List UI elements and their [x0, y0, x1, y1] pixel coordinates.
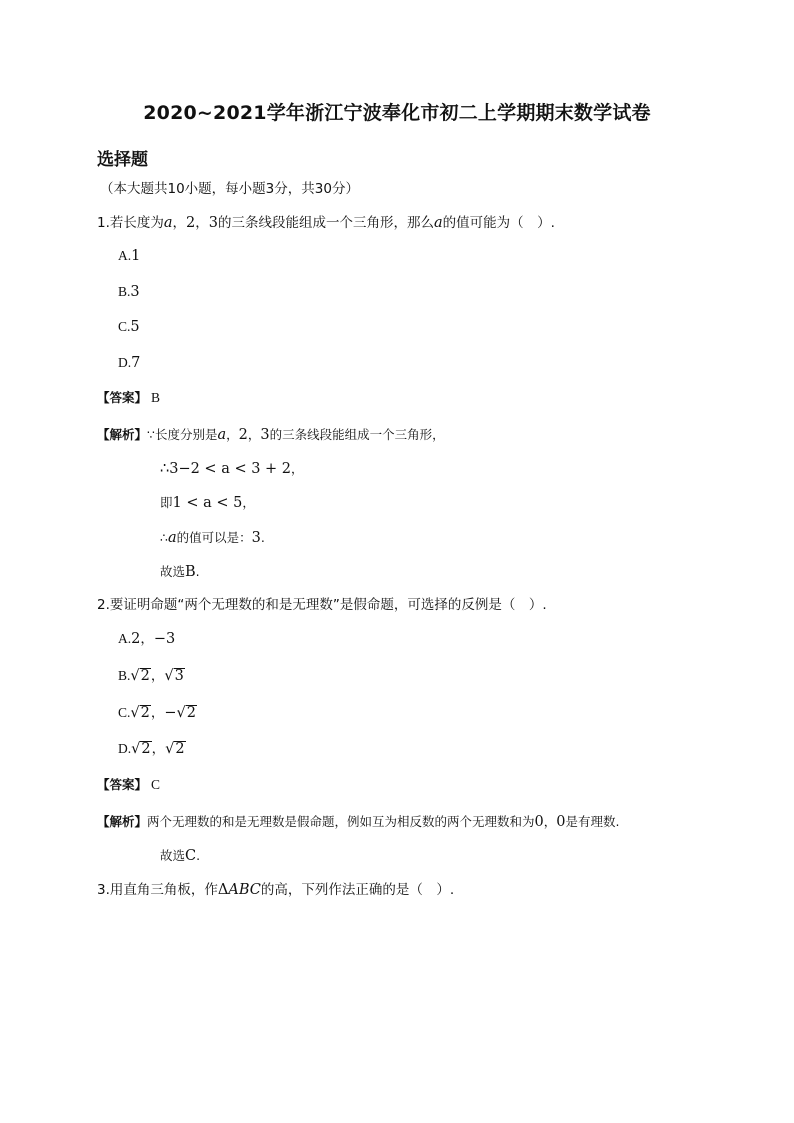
option-value: 2: [175, 741, 185, 757]
question-1: [97, 214, 555, 232]
q1-option-d: [118, 354, 140, 372]
analysis-num: 0: [534, 814, 544, 830]
q1-var-a2: a: [434, 215, 443, 231]
q1-analysis-line-5: [160, 563, 200, 581]
section-heading: 选择题: [97, 150, 148, 170]
option-sep: ，: [140, 631, 154, 647]
analysis-var: a: [167, 530, 177, 546]
sqrt-sign: √: [165, 741, 175, 757]
analysis-text: 故选: [160, 848, 186, 863]
q1-mid: 的三条线段能组成一个三角形，那么: [218, 215, 435, 231]
analysis-num: 0: [556, 814, 566, 830]
option-value: 2: [186, 705, 197, 721]
analysis-text: 故选: [160, 564, 186, 579]
option-label: D.: [118, 741, 132, 756]
q2-answer: [97, 776, 160, 794]
option-label: D.: [118, 355, 132, 370]
q3-triangle-symbol: Δ: [217, 882, 229, 898]
option-neg: −: [164, 705, 177, 721]
option-value: −3: [153, 631, 176, 647]
option-sep: ，: [151, 741, 166, 757]
analysis-text: 两个无理数的和是无理数是假命题，例如互为相反数的两个无理数和为: [147, 814, 535, 829]
sqrt-sign: √: [131, 741, 141, 757]
q1-answer: [97, 389, 160, 407]
option-label: B.: [118, 284, 131, 299]
q1-analysis-line-2: [160, 460, 304, 478]
q2-option-a: [118, 630, 175, 648]
q2-analysis-line-2: [160, 847, 200, 865]
analysis-num: 3: [260, 427, 270, 443]
q2-option-d: [118, 740, 186, 758]
answer-label: 【答案】: [97, 777, 148, 792]
q2-option-c: [118, 704, 197, 722]
q1-option-c: [118, 318, 140, 336]
sqrt-sign: √: [130, 668, 140, 684]
q1-tail: 的值可能为（ ）.: [442, 215, 555, 231]
option-value: 7: [131, 355, 141, 371]
analysis-text: ，: [543, 814, 557, 829]
q2-analysis-line-1: [97, 813, 620, 831]
analysis-text: 是有理数.: [565, 814, 620, 829]
option-value: 3: [174, 668, 184, 684]
q3-tail: 的高，下列作法正确的是（ ）.: [260, 882, 455, 898]
q1-n2: 2: [186, 215, 196, 231]
analysis-choice: C: [185, 848, 197, 864]
option-value: 2: [140, 705, 150, 721]
option-sep: ，: [150, 705, 165, 721]
q1-analysis-line-3: [160, 494, 255, 512]
analysis-num: 2: [238, 427, 248, 443]
q3-triangle-name: ABC: [228, 882, 261, 898]
analysis-var: a: [217, 427, 227, 443]
analysis-text: 的值可以是：: [176, 530, 252, 545]
analysis-text: .: [196, 848, 201, 863]
option-label: C.: [118, 705, 131, 720]
analysis-text: ，: [291, 461, 304, 476]
analysis-text: ，: [242, 495, 255, 510]
analysis-math: 1 < a < 5: [172, 495, 243, 511]
analysis-label: 【解析】: [97, 427, 148, 442]
option-value: 2: [140, 668, 150, 684]
analysis-text: ，: [247, 427, 261, 442]
q1-analysis-line-4: [160, 529, 265, 547]
option-value: 2: [131, 631, 141, 647]
q1-sep2: ，: [195, 215, 209, 231]
analysis-text: ∵长度分别是: [147, 427, 218, 442]
analysis-text: 即: [160, 495, 173, 510]
analysis-num: 3: [251, 530, 261, 546]
answer-value: B: [151, 390, 161, 405]
analysis-text: 的三条线段能组成一个三角形，: [269, 427, 445, 442]
q3-lead: 3.用直角三角板，作: [97, 882, 218, 898]
instructions: （本大题共10小题，每小题3分，共30分）: [100, 181, 359, 197]
sqrt-sign: √: [164, 668, 174, 684]
analysis-text: ∴: [160, 530, 168, 545]
analysis-math: ∴3−2 < a < 3 + 2: [160, 461, 292, 477]
page-title: 2020~2021学年浙江宁波奉化市初二上学期期末数学试卷: [143, 102, 651, 124]
analysis-choice: B: [185, 564, 196, 580]
q1-var-a: a: [163, 215, 173, 231]
analysis-text: .: [260, 530, 265, 545]
q1-option-a: [118, 247, 140, 265]
option-label: C.: [118, 319, 131, 334]
option-label: A.: [118, 631, 132, 646]
option-value: 5: [130, 319, 140, 335]
question-2: 2.要证明命题“两个无理数的和是无理数”是假命题，可选择的反例是（ ）.: [97, 597, 547, 613]
option-label: B.: [118, 668, 131, 683]
option-sep: ，: [150, 668, 165, 684]
q1-option-b: [118, 283, 140, 301]
option-label: A.: [118, 248, 132, 263]
sqrt-sign: √: [176, 705, 186, 721]
answer-value: C: [151, 777, 161, 792]
q1-analysis-line-1: [97, 426, 445, 444]
q1-n3: 3: [208, 215, 219, 231]
sqrt-sign: √: [130, 705, 140, 721]
analysis-label: 【解析】: [97, 814, 148, 829]
q1-sep1: ，: [172, 215, 187, 231]
analysis-text: .: [195, 564, 200, 579]
option-value: 3: [130, 284, 140, 300]
analysis-text: ，: [226, 427, 239, 442]
answer-label: 【答案】: [97, 390, 148, 405]
question-3: [97, 881, 454, 899]
q2-option-b: [118, 667, 185, 685]
option-value: 1: [131, 248, 141, 264]
q1-lead: 1.若长度为: [97, 215, 164, 231]
option-value: 2: [141, 741, 151, 757]
